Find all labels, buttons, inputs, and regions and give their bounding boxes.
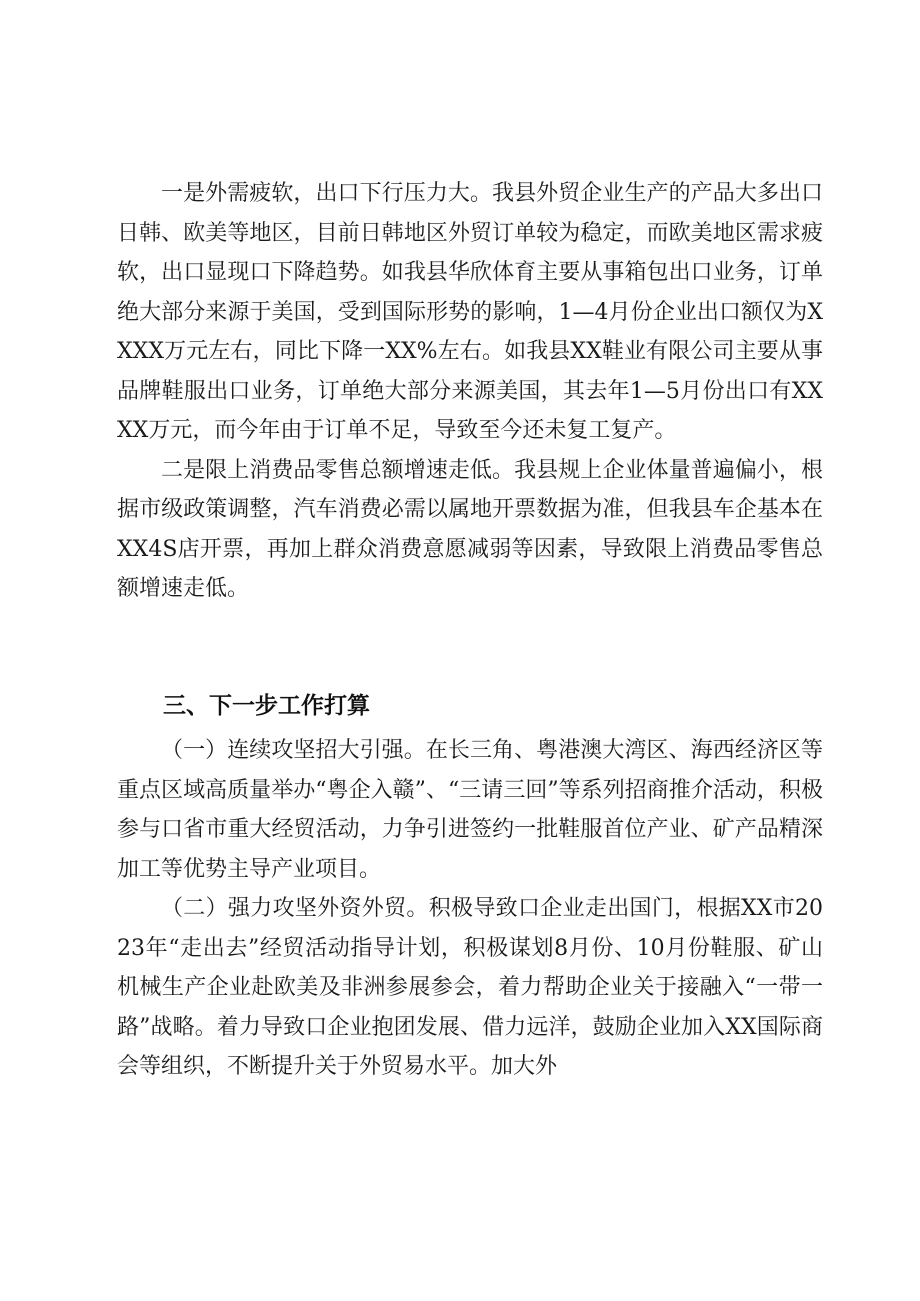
section-heading-next-steps: 三、下一步工作打算 [163, 693, 370, 719]
paragraph-foreign-trade: （二）强力攻坚外资外贸。积极导致口企业走出国门，根据XX市2023年“走出去”经贸活动指导计划，积极谋划8月份、10月份鞋服、矿山机械生产企业赴欧美及非洲参展参会，着力帮助企业关于接融入“一带一路”战略。着力导致口企业抱团发展、借力远洋，鼓励企业加入XX国际商会等组织，不断提升关于外贸易水平。加大外 [117, 896, 823, 1079]
body-section-plans [117, 731, 823, 1087]
paragraph-export-pressure: 一是外需疲软，出口下行压力大。我县外贸企业生产的产品大多出口日韩、欧美等地区，目前日韩地区外贸订单较为稳定，而欧美地区需求疲软，出口显现口下降趋势。如我县华欣体育主要从事箱包出口业务，订单绝大部分来源于美国，受到国际形势的影响，1—4月份企业出口额仅为XXXX万元左右，同比下降一XX%左右。如我县XX鞋业有限公司主要从事品牌鞋服出口业务，订单绝大部分来源美国，其去年1—5月份出口有XXXX万元，而今年由于订单不足，导致至今还未复工复产。 [117, 181, 823, 443]
paragraph-retail-sales: 二是限上消费品零售总额增速走低。我县规上企业体量普遍偏小，根据市级政策调整，汽车消费必需以属地开票数据为准，但我县车企基本在XX4S店开票，再加上群众消费意愿减弱等因素，导致限上消费品零售总额增速走低。 [117, 457, 823, 601]
paragraph-investment: （一）连续攻坚招大引强。在长三角、粤港澳大湾区、海西经济区等重点区域高质量举办“粤企入赣”、“三请三回”等系列招商推介活动，积极参与口省市重大经贸活动，力争引进签约一批鞋服首位产业、矿产品精深加工等优势主导产业项目。 [117, 738, 823, 882]
body-section-issues [117, 174, 823, 609]
